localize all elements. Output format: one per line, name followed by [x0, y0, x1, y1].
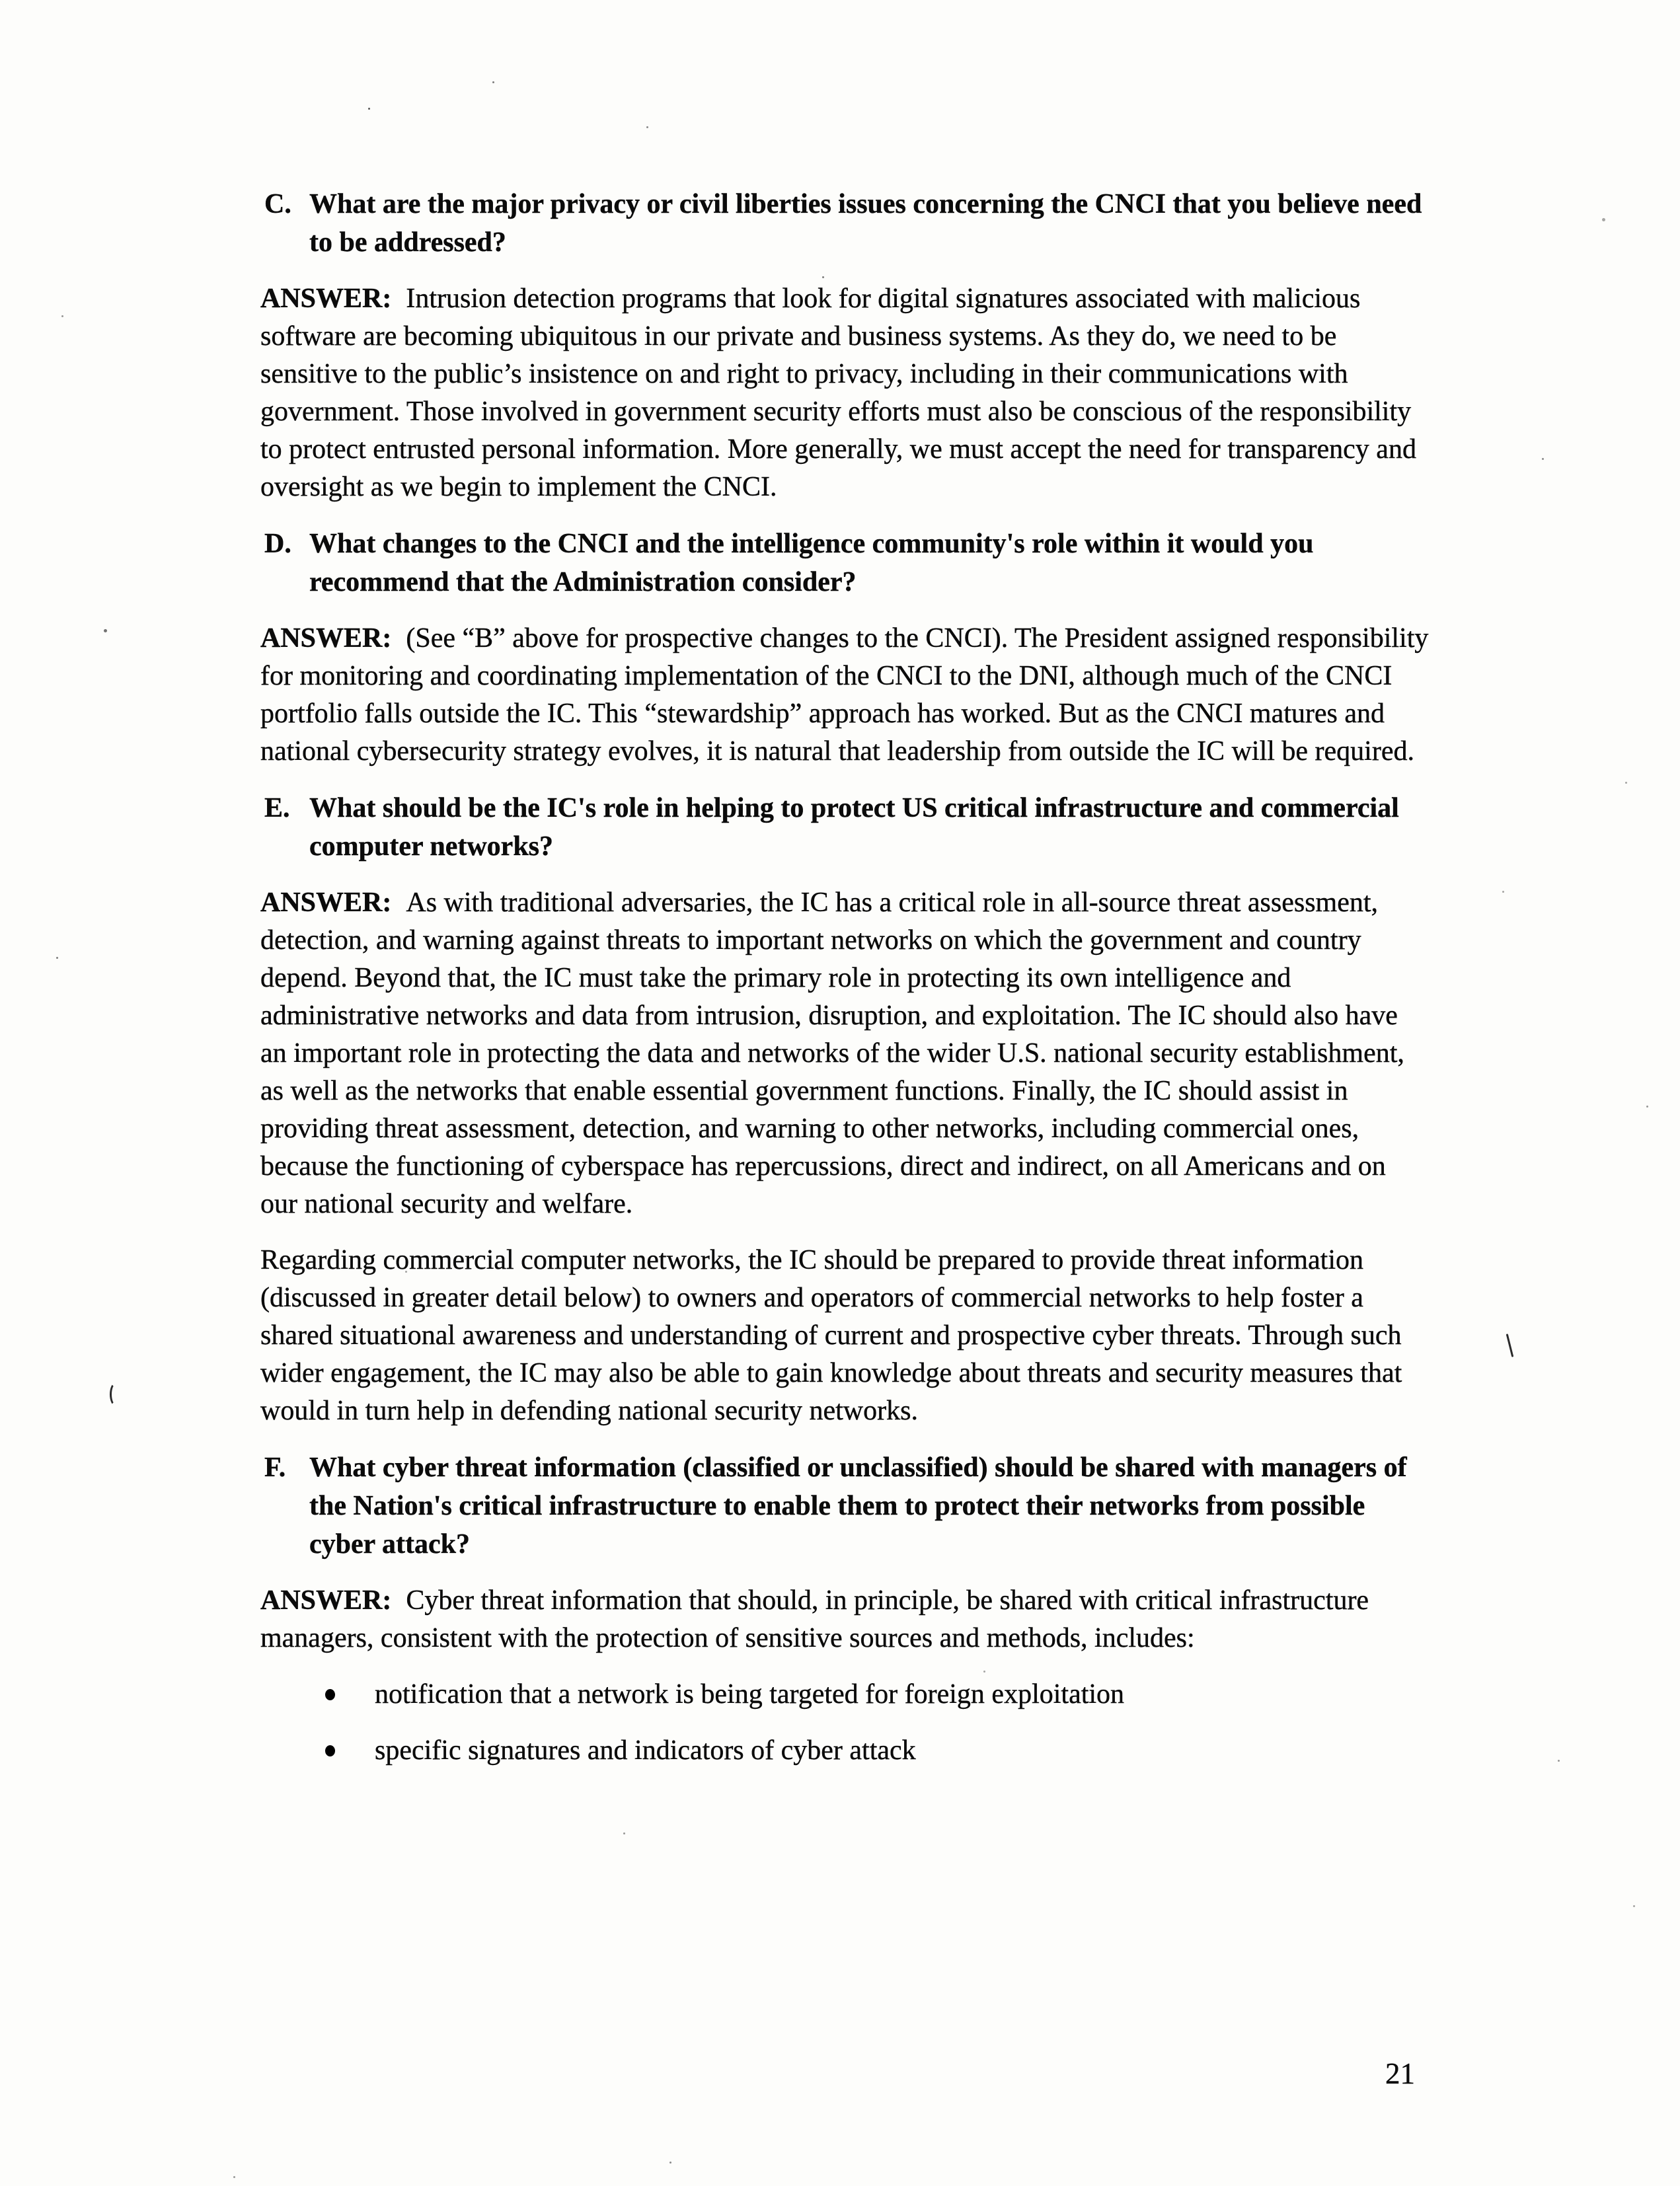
scan-stray-mark [110, 1382, 122, 1406]
answer-c [260, 280, 1429, 506]
scan-stray-mark [1506, 1334, 1514, 1357]
bullet-item-2 [260, 1732, 1429, 1770]
question-c-letter: C. [264, 189, 291, 219]
answer-f-text: Cyber threat information that should, in principle, be shared with critical infrastructure managers, consistent with the protection of sensitive sources and methods, includes: [260, 1585, 1369, 1653]
answer-e-text: As with traditional adversaries, the IC has a critical role in all-source threat assessment, detection, and warning against threats to important networks on which the government and country depend. Beyond that, the IC must take the primary role in protecting its own intelligence and administrative networks and data from intrusion, disruption, and exploitation. The IC should also have an important role in protecting the data and networks of the wider U.S. national security establishment, as well as the networks that enable essential government functions. Finally, the IC should assist in providing threat assessment, detection, and warning to other networks, including commercial ones, because the functioning of cyberspace has repercussions, direct and indirect, on all Americans and on our national security and welfare. [260, 887, 1404, 1219]
answer-d-text: (See “B” above for prospective changes to the CNCI). The President assigned responsibility for monitoring and coordinating implementation of the CNCI to the DNI, although much of the CNCI portfolio falls outside the IC. This “stewardship” approach has worked. But as the CNCI matures and national cybersecurity strategy evolves, it is natural that leadership from outside the IC will be required. [260, 623, 1429, 767]
question-f-letter: F. [264, 1452, 286, 1483]
page-number: 21 [1385, 2057, 1415, 2090]
answer-e-label: ANSWER: [260, 887, 392, 918]
answer-e [260, 884, 1429, 1223]
question-d-letter: D. [264, 529, 291, 559]
answer-f-label: ANSWER: [260, 1585, 392, 1616]
answer-f [260, 1582, 1429, 1657]
answer-c-label: ANSWER: [260, 283, 392, 314]
bullet-icon [325, 1689, 335, 1700]
answer-c-text: Intrusion detection programs that look for digital signatures associated with malicious software are becoming ubiquitous in our private and business systems. As they do, we need to be sensitive to the public’s insistence on and right to privacy, including in their communications with government. Those involved in government security efforts must also be conscious of the responsibility to protect entrusted personal information. More generally, we must accept the need for transparency and oversight as we begin to implement the CNCI. [260, 283, 1416, 502]
bullet-2-text: specific signatures and indicators of cyber attack [375, 1735, 916, 1766]
answer-e-second-paragraph: Regarding commercial computer networks, the IC should be prepared to provide threat information (discussed in greater detail below) to owners and operators of commercial networks to help foster a shared situational awareness and understanding of current and prospective cyber threats. Through such wider engagement, the IC may also be able to gain knowledge about threats and security measures that would in turn help in defending national security networks. [260, 1245, 1402, 1426]
question-f-text: What cyber threat information (classified or unclassified) should be shared with managers of the Nation's critical infrastructure to enable them to protect their networks from possible cyber attack? [309, 1452, 1407, 1560]
question-d-text: What changes to the CNCI and the intelligence community's role within it would you recommend that the Administration consider? [309, 529, 1314, 597]
scan-noise-specks [0, 0, 3, 3]
bullet-item-1 [260, 1676, 1429, 1714]
question-c-text: What are the major privacy or civil liberties issues concerning the CNCI that you believe need to be addressed? [309, 189, 1422, 258]
bullet-icon [325, 1745, 335, 1756]
answer-d-label: ANSWER: [260, 623, 392, 654]
bullet-1-text: notification that a network is being targeted for foreign exploitation [375, 1679, 1125, 1710]
question-e-text: What should be the IC's role in helping to protect US critical infrastructure and commercial computer networks? [309, 793, 1399, 862]
document-body [260, 185, 1429, 1788]
question-e [260, 789, 1429, 866]
question-d [260, 525, 1429, 601]
question-f [260, 1449, 1429, 1564]
question-c [260, 185, 1429, 262]
answer-d [260, 620, 1429, 771]
question-e-letter: E. [264, 793, 290, 823]
